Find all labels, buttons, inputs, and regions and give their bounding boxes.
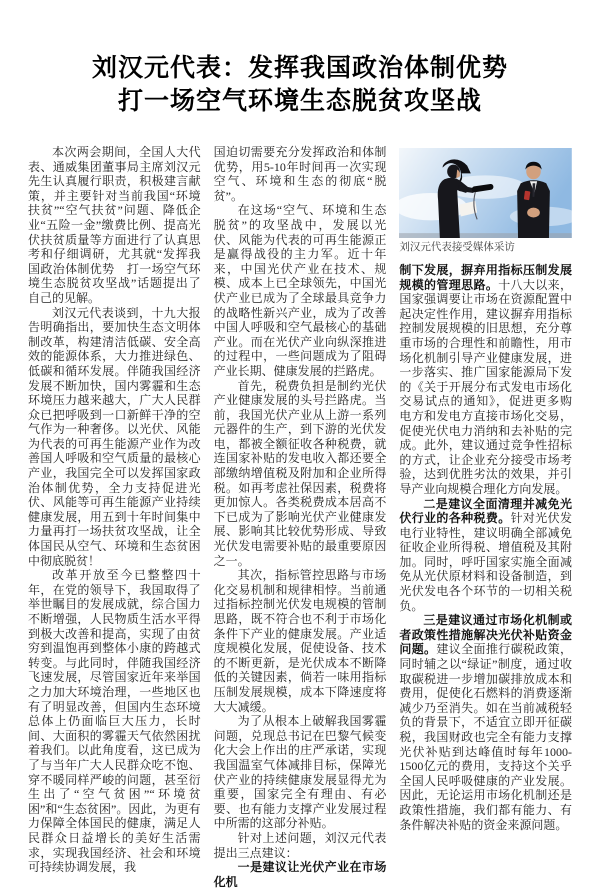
- paragraph-continuation: 国迫切需要充分发挥政治和体制优势，用5-10年时间再一次实现空气、环境和生态的彻底“脱贫”。: [213, 145, 387, 203]
- photo-caption: 刘汉元代表接受媒体采访: [399, 242, 515, 253]
- recommendation-1-text: 十八大以来，国家强调要让市场在资源配置中起决定性作用，建议摒弃用指标控制发展规模的旧思想，充分尊重市场的合理性和前瞻性，用市场化机制引导产业健康发展，进一步落实、推广国家能源局下发的《关于开展分布式发电市场化交易试点的通知》，促进更多购电方和发电方直接市场化交易，促使光伏电力消纳和去补贴的完成。此外，建议通过竞争性招标的方式，让企业充分接受市场考验，达到优胜劣汰的效果，并引导产业向规模合理化方向发展。: [399, 277, 573, 496]
- paragraph-recommendation-1-body: [399, 263, 572, 497]
- recommendation-2-lead: 二是建议全面清理并减免光伏行业的各种税费。: [399, 496, 573, 526]
- article-title-line1: 刘汉元代表：发挥我国政治体制优势: [91, 54, 508, 82]
- column-1: [28, 145, 201, 889]
- article-title-line2: 打一场空气环境生态脱贫攻坚战: [117, 87, 482, 115]
- paragraph: 其次，指标管控思路与市场化交易机制和规律相悖。当前通过指标控制光伏发电规模的管制思路，既不符合也不利于市场化条件下产业的健康发展。产业适度规模化发展，促使设备、技术的不断更新，是光伏成本不断降低的关键因素，倘若一味用指标压制发展规模，成本下降速度将大大减缓。: [213, 568, 387, 714]
- recommendation-1-lead: 一是建议让光伏产业在市场化机: [213, 860, 387, 889]
- paragraph: 首先，税费负担是制约光伏产业健康发展的头号拦路虎。当前，我国光伏产业从上游一系列元器件的生产，到下游的光伏发电，都被全额征收各种税费，就连国家补贴的发电收入都还要全部缴纳增值税及附加和企业所得税。如再考虑社保因素，税费将更加惊人。各类税费成本居高不下已成为了影响光伏产业健康发展、影响其比较优势形成、导致光伏发电需要补贴的最重要原因之一。: [213, 378, 387, 568]
- interview-photo: [399, 148, 572, 254]
- column-2: [214, 145, 387, 889]
- recommendation-1-lead-continued: 制下发展，摒弃用指标压制发展规模的管理思路。: [399, 263, 573, 292]
- paragraph: 为了从根本上破解我国雾霾问题，兑现总书记在巴黎气候变化大会上作出的庄严承诺，实现我国温室气体减排目标，保障光伏产业的持续健康发展显得尤为重要，国家完全有理由、有必要、也有能力支撑产业发展过程中所需的这部分补贴。: [213, 714, 387, 831]
- recommendation-3-text: 建议全面推行碳税政策，同时辅之以“绿证”制度，通过收取碳税进一步增加碳排放成本和费用，促使化石燃料的消费逐渐减少乃至消失。如在当前减税轻负的背景下，不适宜立即开征碳税，我国财政也完全有能力支撑光伏补贴到达峰值时每年1000-1500亿元的费用，支持这个关乎全国人民呼吸健康的产业发展。因此，无论运用市场化机制还是政策性措施，我们都有能力、有条件解决补贴的资金来源问题。: [399, 642, 573, 832]
- paragraph-recommendation-2: [399, 497, 572, 614]
- paragraph: 改革开放至今已整整四十年，在党的领导下，我国取得了举世瞩目的发展成就，综合国力不断增强，人民物质生活水平得到极大改善和提高，实现了由贫穷到温饱再到整体小康的跨越式转变。与此同时，伴随我国经济飞速发展，尽管国家近年来举国之力加大环境治理，一些地区也有了明显改善，但国内生态环境总体上仍面临巨大压力，长时间、大面积的雾霾天气依然困扰着我们。以此角度看，这已成为了与当年广大人民群众吃不饱、穿不暖同样严峻的问题，甚至衍生出了“空气贫困”“环境贫困”和“生态贫困”。因此，为更有力保障全体国民的健康，满足人民群众日益增长的美好生活需求，实现我国经济、社会和环境可持续协调发展，我: [28, 568, 201, 875]
- paragraph: 刘汉元代表谈到，十九大报告明确指出，要加快生态文明体制改革，构建清洁低碳、安全高效的能源体系，大力推进绿色、低碳和循环发展。伴随我国经济发展不断加快，国内雾霾和生态环境压力越来越大，广大人民群众已把呼吸到一口新鲜干净的空气作为一种奢侈。以光伏、风能为代表的可再生能源产业作为改善国人呼吸和空气质量的最核心产业，我国完全可以发挥国家政治体制优势，全力支持促进光伏、风能等可再生能源产业持续健康发展，用五到十年时间集中力量再打一场扶贫攻坚战，让全体国民从空气、环境和生态贫困中彻底脱贫！: [28, 305, 201, 568]
- article-body: [0, 145, 600, 889]
- paragraph: 本次两会期间，全国人大代表、通威集团董事局主席刘汉元先生认真履行职责，积极建言献策，并主要针对当前我国“环境扶贫”“空气扶贫”问题、降低企业“五险一金”缴费比例、提高光伏扶贫质量等方面进行了认真思考和仔细调研，尤其就“发挥我国政治体制优势 打一场空气环境生态脱贫攻坚战”话题提出了自己的见解。: [28, 145, 201, 305]
- paragraph: 在这场“空气、环境和生态脱贫”的攻坚战中，发展以光伏、风能为代表的可再生能源正是赢得战役的主力军。近十年来，中国光伏产业在技术、规模、成本上已全球领先，中国光伏产业已成为了全球最具竞争力的战略性新兴产业，成为了改善中国人呼吸和空气最核心的基础产业。而在光伏产业向纵深推进的过程中，一些问题成为了阻碍产业长期、健康发展的拦路虎。: [213, 203, 387, 378]
- recommendation-3-lead: 三是建议通过市场化机制或者政策性措施解决光伏补贴资金问题。: [399, 613, 573, 657]
- paragraph: 针对上述问题，刘汉元代表提出三点建议：: [213, 830, 387, 860]
- article-page: [0, 52, 600, 889]
- column-3: [399, 145, 572, 889]
- paragraph-recommendation-1: [214, 860, 387, 889]
- paragraph-recommendation-3: [399, 613, 572, 832]
- interview-photo-image: [399, 148, 572, 238]
- article-title: [0, 52, 600, 118]
- recommendation-2-text: 针对光伏发电行业特性，建议明确全部减免征收企业所得税、增值税及其附加。同时，呼吁国家实施全面减免从光伏原材料和设备制造，到光伏发电各个环节的一切相关税负。: [399, 511, 573, 613]
